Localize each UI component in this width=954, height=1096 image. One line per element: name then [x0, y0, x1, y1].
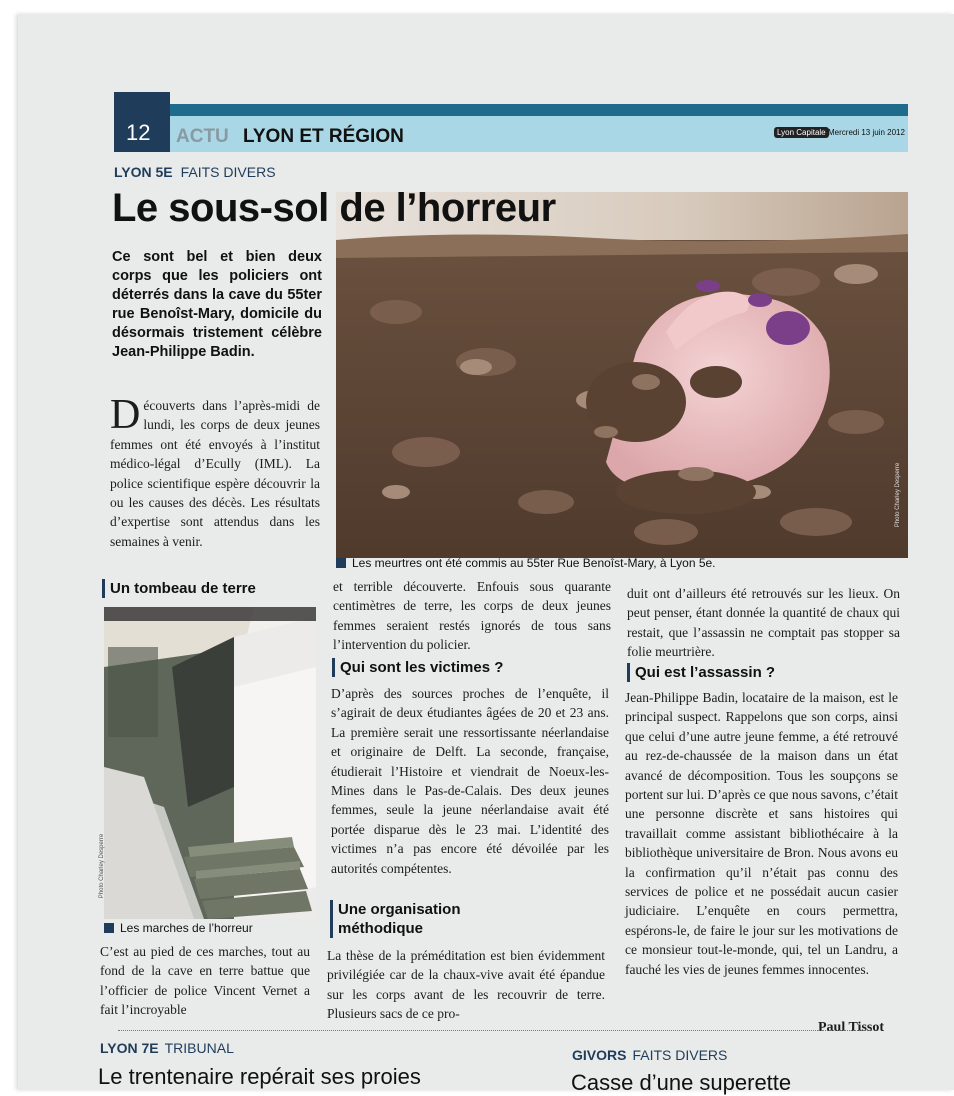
caption-square-icon-2 [104, 923, 114, 933]
main-photo [336, 192, 908, 558]
teaser-1-topic: TRIBUNAL [164, 1040, 234, 1056]
stair-caption [104, 921, 253, 935]
photo-credit: Photo Charley Desperre [895, 462, 902, 528]
header-stripe [170, 104, 908, 116]
stair-photo-credit: Photo Charley Desperre [99, 833, 106, 899]
stair-photo [99, 607, 316, 919]
col3-killer-text: Jean-Philippe Badin, locataire de la maison, est le principal suspect. Rappelons que son corps, ainsi que celui d’une autre jeune femme, a été retrouvé au rez-de-chaussée de la maison dans un état avancé de décomposition. Tous les soupçons se portent sur lui. D’après ce que nous savons, c’était une personne discrète et sans histoires qui travaillait comme assistant bibliothécaire à la bibliothèque universitaire de Bron. Nous avons eu la confirmation qu’il n’était pas connu des services de police et ne possédait aucun casier judiciaire. L’enquête en cours permettra, espérons-le, de faire le jour sur les motivations de ce monsieur tout-le-monde, qui, tel un Landru, a fauché les vies de jeunes femmes innocentes. [625, 690, 898, 977]
article-lead: Ce sont bel et bien deux corps que les policiers ont déterrés dans la cave du 55ter rue Benoîst-Mary, domicile du désormais tristement célèbre Jean-Philippe Badin. [112, 249, 322, 360]
region-label: LYON ET RÉGION [243, 126, 404, 147]
buried-foot-image [336, 192, 908, 558]
teaser-1-headline[interactable]: Le trentenaire repérait ses proies [98, 1064, 421, 1089]
col3-top-text: duit ont d’ailleurs été retrouvés sur les lieux. On peut penser, étant donnée la quantité de chaux qui restait, que l’assassin ne comptait pas stopper sa folie meurtrière. [627, 586, 900, 660]
publication-logo: Lyon Capitale [774, 127, 829, 138]
subhead-victimes: Qui sont les victimes ? [332, 658, 610, 677]
teaser-2-kicker [572, 1047, 727, 1063]
teaser-2-place: GIVORS [572, 1047, 627, 1063]
issue-date: Mercredi 13 juin 2012 [828, 128, 905, 137]
article-title: Le sous-sol de l’horreur [112, 186, 556, 230]
subhead-assassin: Qui est l’assassin ? [627, 663, 905, 682]
kicker-topic: FAITS DIVERS [180, 164, 276, 180]
subhead-organisation: Une organisation méthodique [330, 900, 508, 938]
teaser-2-topic: FAITS DIVERS [632, 1047, 728, 1063]
col2-top-text: et terrible découverte. Enfouis sous quarante centimètres de terre, les corps de deux jeunes femmes seraient restés ignorés de tous sans l’intervention du policier. [333, 579, 611, 653]
teaser-1-place: LYON 7E [100, 1040, 159, 1056]
col2-method-text: La thèse de la préméditation est bien évidemment privilégiée car de la chaux-vive avait été épandue sur les corps avant de les recouvrir de terre. Plusieurs sacs de ce pro- [327, 948, 605, 1022]
intro-paragraph [110, 392, 320, 551]
photo-caption [336, 556, 716, 570]
caption-square-icon [336, 558, 346, 568]
article-kicker [114, 164, 276, 180]
section-divider [118, 1030, 872, 1031]
stair-caption-text: Les marches de l’horreur [120, 921, 253, 935]
author-signature: Paul Tissot [818, 1020, 885, 1035]
drop-cap: D [110, 392, 141, 438]
teaser-1-kicker [100, 1040, 234, 1056]
col2-victims-text: D’après des sources proches de l’enquête, il s’agirait de deux étudiantes âgées de 20 et 23 ans. La première serait une ressortissante néerlandaise et originaire de Delft. La seconde, française, étudierait l’Histoire et viendrait de Noeux-les-Mines dans le Pas-de-Calais. Des deux jeunes femmes, seule la jeune néerlandaise avait été portée disparue dès le 23 mai. L’identité des victimes n’a pas encore été dévoilée par les autorités compétentes. [331, 686, 609, 876]
col1-text: C’est au pied de ces marches, tout au fond de la cave en terre battue que l’officier de police Vincent Vernet a fait l’incroyable [100, 944, 310, 1018]
section-label: ACTU [176, 126, 229, 147]
cellar-stairs-image [104, 607, 316, 919]
intro-text: écouverts dans l’après-midi de lundi, les corps de deux jeunes femmes ont été envoyés à l’institut médico-légal d’Ecully (IML). La police scientifique espère découvrir la ou les causes des décès. Les résultats d’expertise sont attendus dans les semaines à venir. [110, 398, 320, 549]
subhead-tombeau: Un tombeau de terre [102, 579, 320, 598]
teaser-2-headline[interactable]: Casse d’une superette [571, 1070, 792, 1095]
photo-caption-text: Les meurtres ont été commis au 55ter Rue Benoîst-Mary, à Lyon 5e. [352, 556, 716, 570]
page-number: 12 [126, 120, 151, 145]
kicker-place: LYON 5E [114, 164, 173, 180]
